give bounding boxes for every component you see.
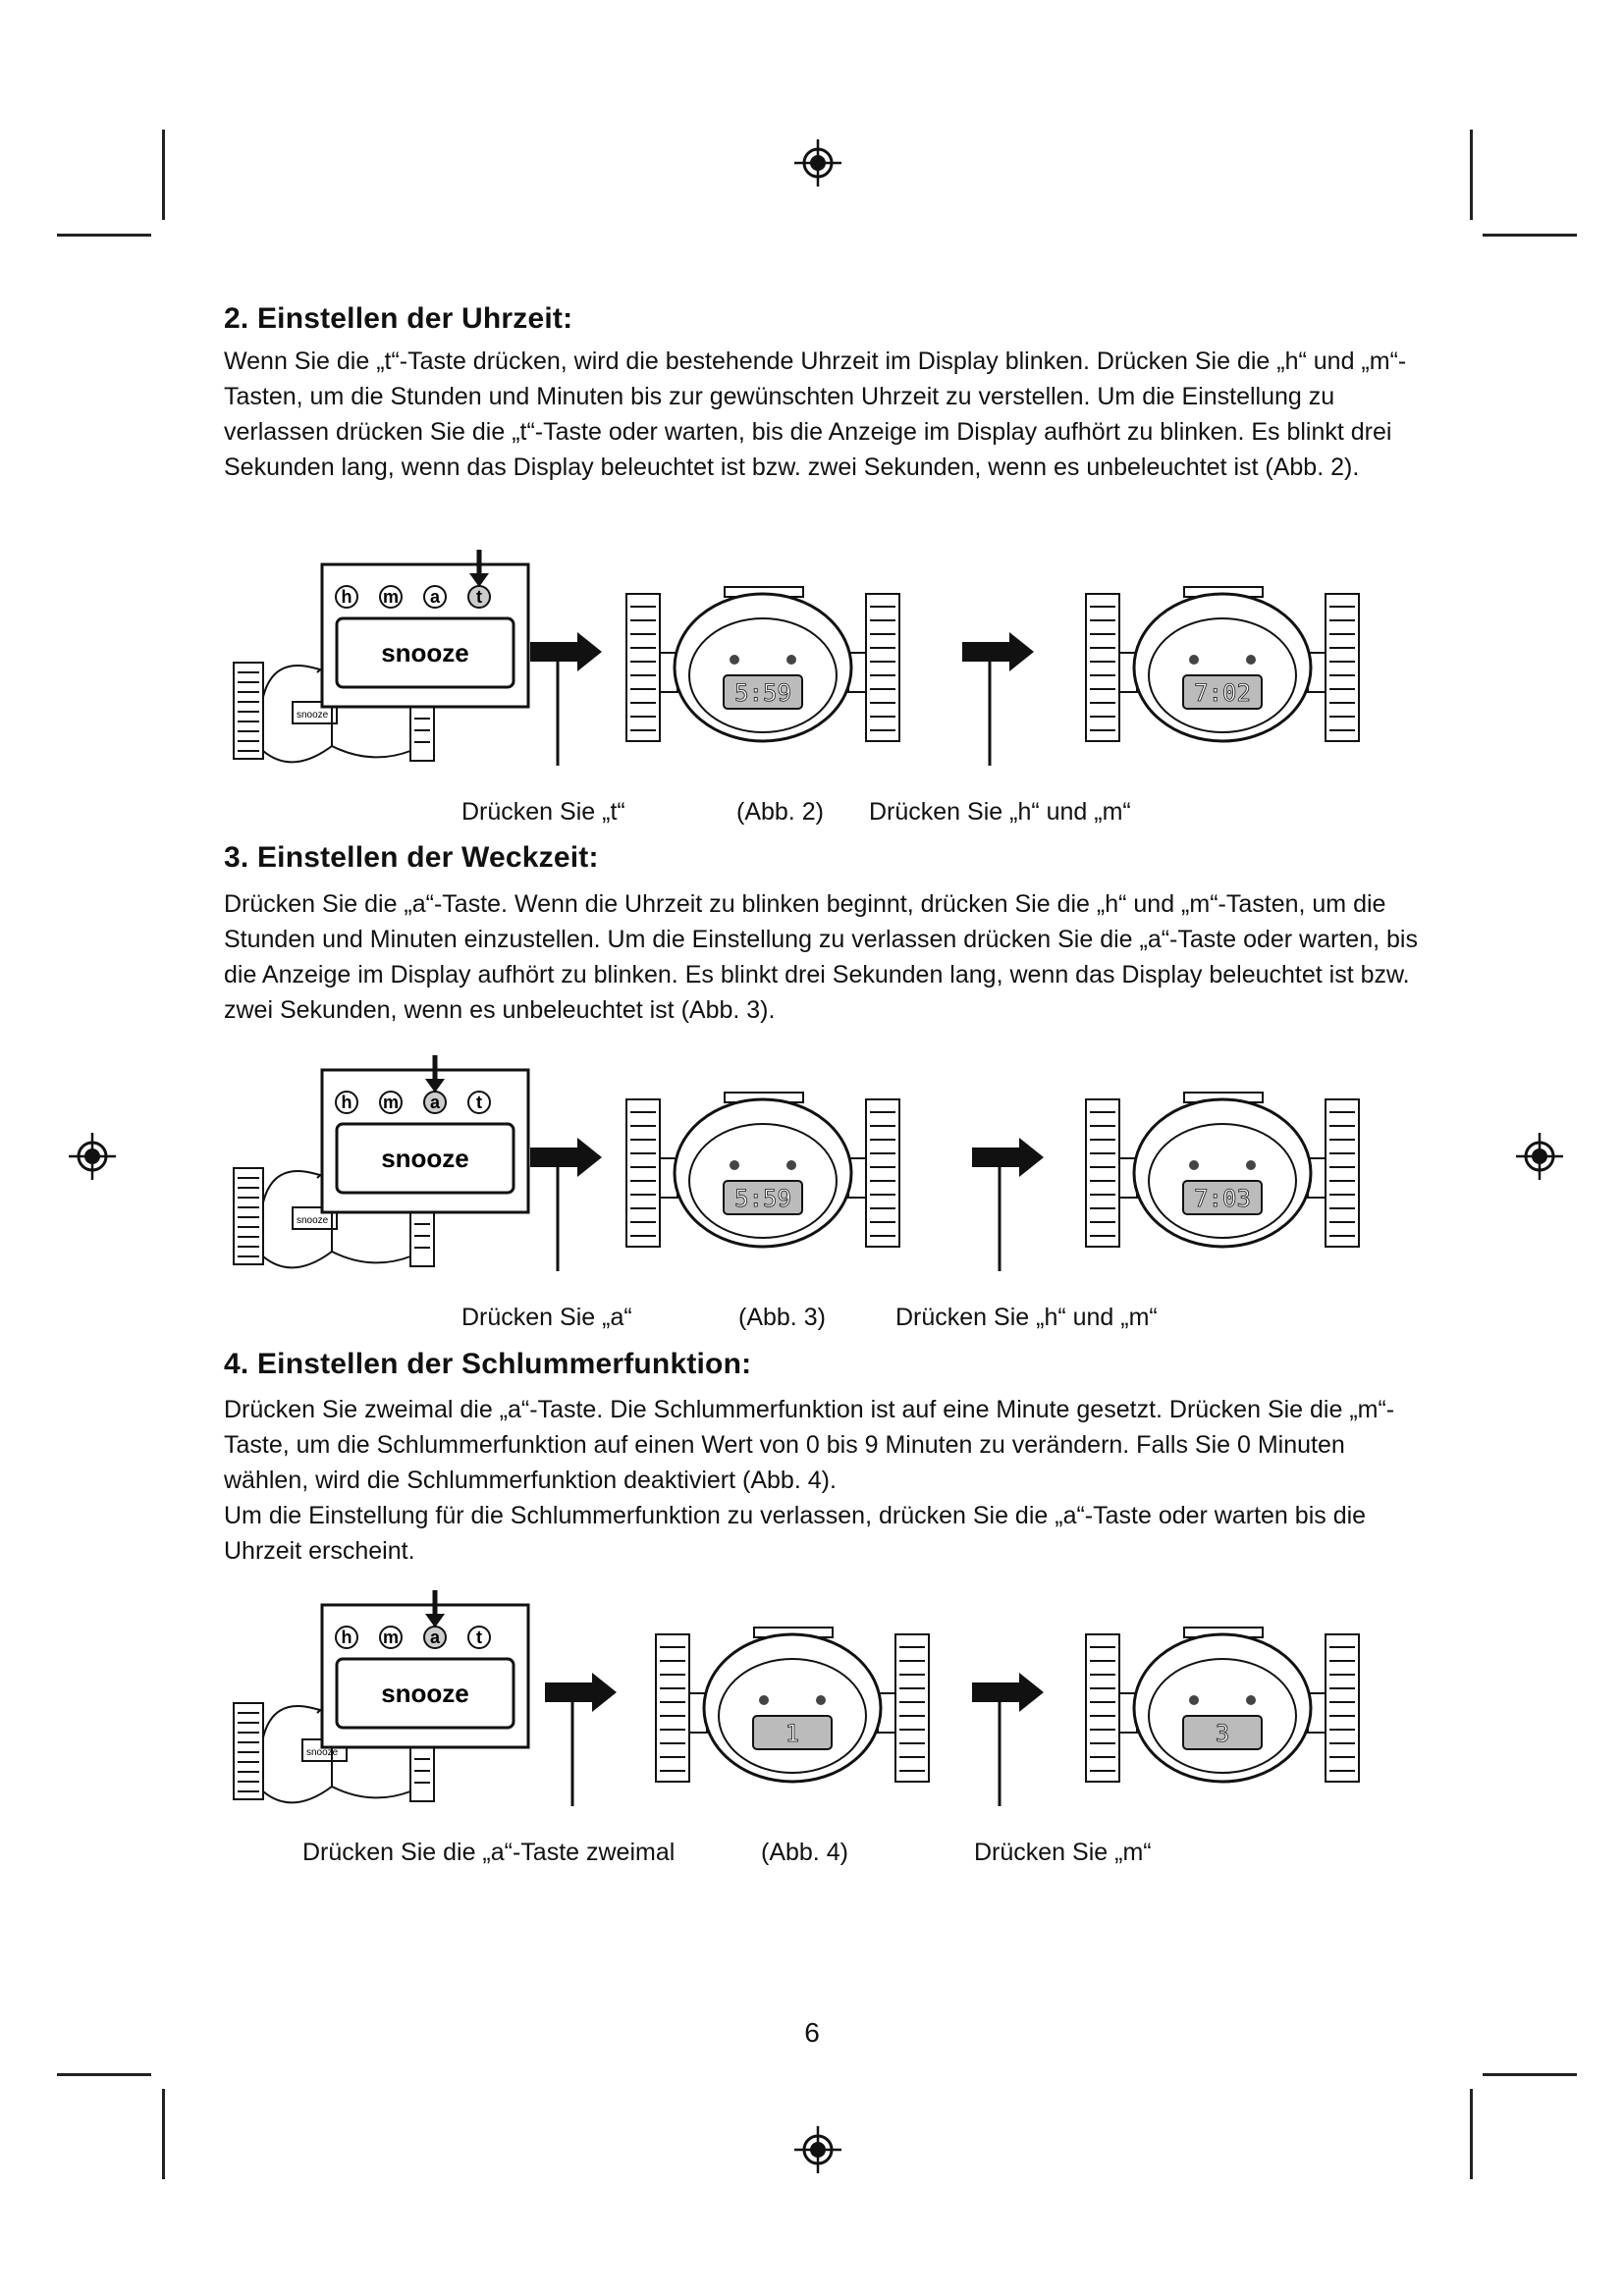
caption-figure-number: (Abb. 4) xyxy=(761,1839,848,1866)
section-heading: 4. Einstellen der Schlummerfunktion: xyxy=(224,1348,752,1380)
svg-text:snooze: snooze xyxy=(381,638,469,667)
svg-text:m: m xyxy=(382,587,400,607)
alarm-clock-after xyxy=(1086,1628,1359,1782)
section-body-continued: Um die Einstellung für die Schlummerfunktion zu verlassen, drücken Sie die „a“-Taste oder warten bis die Uhrzeit erscheint. xyxy=(224,1502,1367,1565)
arrow-icon xyxy=(962,632,1034,766)
svg-text:m: m xyxy=(382,1093,400,1112)
svg-text:snooze: snooze xyxy=(381,1679,469,1708)
registration-mark-icon xyxy=(1512,1129,1567,1184)
svg-text:1: 1 xyxy=(785,1720,800,1747)
svg-text:a: a xyxy=(429,587,441,607)
section-heading: 2. Einstellen der Uhrzeit: xyxy=(224,302,573,335)
arrow-icon xyxy=(530,632,602,766)
caption-figure-number: (Abb. 2) xyxy=(736,798,824,826)
svg-text:snooze: snooze xyxy=(297,710,329,721)
alarm-clock-after xyxy=(1086,587,1359,741)
caption-right: Drücken Sie „h“ und „m“ xyxy=(869,798,1131,826)
svg-text:h: h xyxy=(341,587,352,607)
svg-text:t: t xyxy=(476,1628,482,1647)
svg-text:h: h xyxy=(341,1628,352,1647)
svg-text:snooze: snooze xyxy=(297,1215,329,1226)
arrow-icon xyxy=(530,1138,602,1271)
section-body: Drücken Sie die „a“-Taste. Wenn die Uhrzeit zu blinken beginnt, drücken Sie die „h“ und „m“-Tasten, um die Stunden und Minuten einzustellen. Um die Einstellung zu verlassen drücken Sie die „a“-Taste oder warten, bis die Anzeige im Display aufhört zu blinken. Es blinkt drei Sekunden lang, wenn das Display beleuchtet ist bzw. zwei Sekunden, wenn es unbeleuchtet ist (Abb. 3). xyxy=(224,890,1418,1024)
crop-mark xyxy=(1483,2073,1577,2076)
arrow-icon xyxy=(545,1673,617,1806)
svg-text:5:59: 5:59 xyxy=(734,679,791,707)
crop-mark xyxy=(1470,2089,1473,2179)
svg-text:a: a xyxy=(429,1093,441,1112)
arrow-icon xyxy=(972,1673,1044,1806)
svg-text:t: t xyxy=(476,587,482,607)
crop-mark xyxy=(162,130,165,220)
svg-text:snooze: snooze xyxy=(306,1747,339,1758)
alarm-clock-before xyxy=(656,1628,929,1782)
remote-control-illustration xyxy=(234,550,528,762)
registration-mark-icon xyxy=(790,135,845,190)
alarm-clock-before xyxy=(626,1093,899,1247)
remote-control-illustration xyxy=(234,1590,528,1802)
crop-mark xyxy=(57,2073,151,2076)
alarm-clock-after xyxy=(1086,1093,1359,1247)
arrow-icon xyxy=(972,1138,1044,1271)
remote-control-illustration xyxy=(234,1055,528,1267)
svg-text:m: m xyxy=(382,1628,400,1647)
alarm-clock-before xyxy=(626,587,899,741)
crop-mark xyxy=(1483,234,1577,237)
caption-left: Drücken Sie „t“ xyxy=(461,798,625,826)
figure-abb-4 xyxy=(224,1590,1402,1826)
svg-text:a: a xyxy=(429,1628,441,1647)
figure-abb-2 xyxy=(224,550,1402,785)
registration-mark-icon xyxy=(65,1129,120,1184)
svg-text:7:03: 7:03 xyxy=(1194,1185,1251,1212)
page-number: 6 xyxy=(804,2017,820,2048)
svg-text:5:59: 5:59 xyxy=(734,1185,791,1212)
crop-mark xyxy=(162,2089,165,2179)
svg-text:snooze: snooze xyxy=(381,1144,469,1173)
svg-text:t: t xyxy=(476,1093,482,1112)
registration-mark-icon xyxy=(790,2122,845,2177)
svg-text:h: h xyxy=(341,1093,352,1112)
svg-text:3: 3 xyxy=(1215,1720,1230,1747)
figure-abb-3 xyxy=(224,1055,1402,1291)
crop-mark xyxy=(1470,130,1473,220)
caption-left: Drücken Sie die „a“-Taste zweimal xyxy=(302,1839,676,1866)
caption-figure-number: (Abb. 3) xyxy=(738,1304,826,1331)
section-body: Wenn Sie die „t“-Taste drücken, wird die bestehende Uhrzeit im Display blinken. Drücken Sie die „h“ und „m“-Tasten, um die Stunden und Minuten bis zur gewünschten Uhrzeit zu verstellen. Um die Einstellung zu verlassen drücken Sie die „t“-Taste oder warten, bis die Anzeige im Display aufhört zu blinken. Es blinkt drei Sekunden lang, wenn das Display beleuchtet ist bzw. zwei Sekunden, wenn es unbeleuchtet ist (Abb. 2). xyxy=(224,347,1407,481)
caption-left: Drücken Sie „a“ xyxy=(461,1304,632,1331)
svg-text:7:02: 7:02 xyxy=(1194,679,1251,707)
crop-mark xyxy=(57,234,151,237)
caption-right: Drücken Sie „h“ und „m“ xyxy=(895,1304,1158,1331)
caption-right: Drücken Sie „m“ xyxy=(974,1839,1152,1866)
section-body: Drücken Sie zweimal die „a“-Taste. Die Schlummerfunktion ist auf eine Minute gesetzt. Drücken Sie die „m“-Taste, um die Schlummerfunktion auf einen Wert von 0 bis 9 Minuten zu verändern. Falls Sie 0 Minuten wählen, wird die Schlummerfunktion deaktiviert (Abb. 4). xyxy=(224,1396,1395,1494)
section-heading: 3. Einstellen der Weckzeit: xyxy=(224,841,599,874)
